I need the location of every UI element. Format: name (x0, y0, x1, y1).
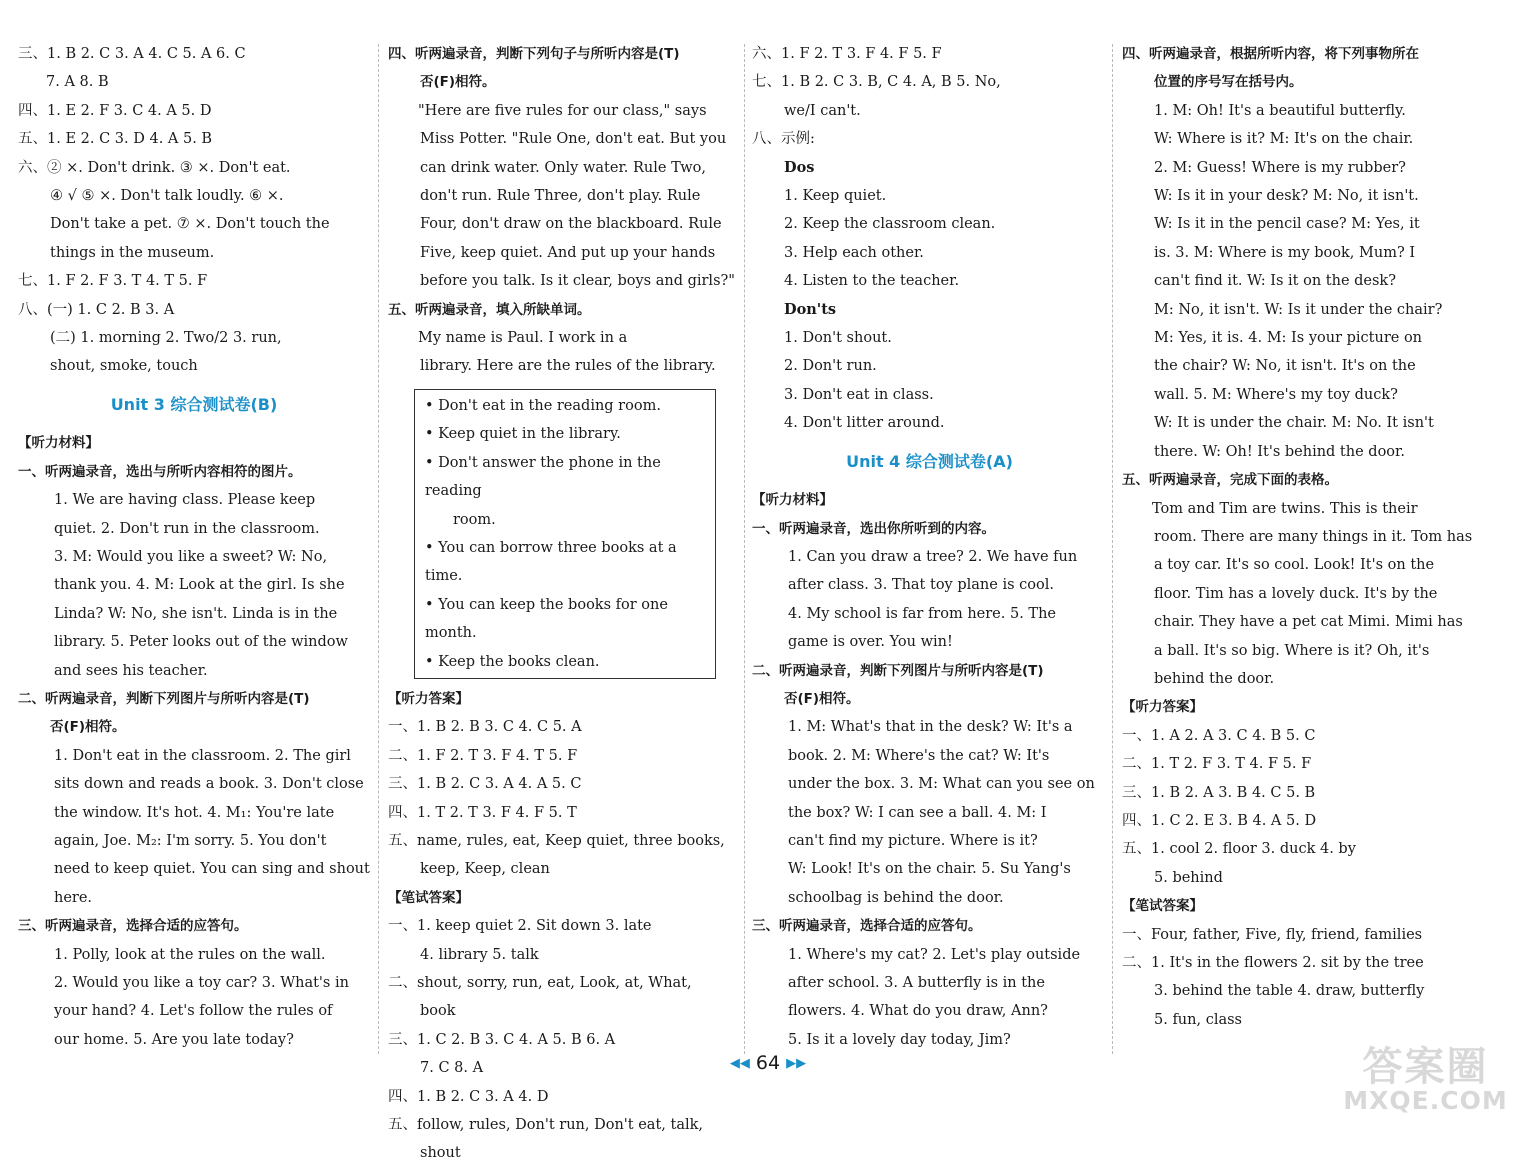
text-line: 2. Would you like a toy car? 3. What's in (54, 975, 349, 991)
text-line: 四、1. B 2. C 3. A 4. D (388, 1088, 549, 1105)
text-line: 5. fun, class (1154, 1011, 1242, 1028)
text-line: 5. behind (1154, 869, 1223, 886)
text-line: your hand? 4. Let's follow the rules of (54, 1003, 333, 1020)
section-heading: 四、听两遍录音，根据所听内容，将下列事物所在 (1122, 46, 1419, 62)
text-line: 1. M: Oh! It's a beautiful butterfly. (1154, 102, 1406, 119)
section-heading: 五、听两遍录音，填入所缺单词。 (388, 301, 591, 318)
text-line: Linda? W: No, she isn't. Linda is in the (54, 605, 338, 622)
section-heading: 否(F)相符。 (50, 719, 126, 736)
unit-title: Unit 3 综合测试卷(B) (110, 394, 278, 414)
text-line: 1. We are having class. Please keep (54, 492, 316, 509)
column-3 (752, 40, 1107, 1054)
text-line: our home. 5. Are you late today? (54, 1031, 294, 1048)
text-line: schoolbag is behind the door. (788, 889, 1004, 906)
text-line: Don't take a pet. ⑦ ×. Don't touch the (50, 216, 330, 233)
text-line: 4. My school is far from here. 5. The (788, 605, 1057, 622)
text-line: M: Yes, it is. 4. M: Is your picture on (1154, 330, 1423, 347)
text-line: W: Is it in your desk? M: No, it isn't. (1154, 188, 1419, 205)
text-line: 四、1. C 2. E 3. B 4. A 5. D (1122, 812, 1317, 829)
text-line: again, Joe. M₂: I'm sorry. 5. You don't (54, 832, 327, 849)
watermark-url: MXQE.COM (1343, 1086, 1508, 1115)
text-line: game is over. You win! (788, 634, 953, 651)
text-line: 3. behind the table 4. draw, butterfly (1154, 983, 1425, 1000)
text-line: flowers. 4. What do you draw, Ann? (788, 1003, 1048, 1020)
text-line: "Here are five rules for our class," says (418, 102, 707, 119)
section-heading: 否(F)相符。 (420, 74, 496, 91)
text-line: 八、(一) 1. C 2. B 3. A (18, 301, 175, 318)
text-line: a toy car. It's so cool. Look! It's on the (1154, 557, 1435, 574)
section-heading: 【听力答案】 (388, 690, 469, 707)
section-heading: 五、听两遍录音，完成下面的表格。 (1122, 472, 1338, 489)
text-line: W: Look! It's on the chair. 5. Su Yang's (788, 861, 1071, 878)
text-line: the chair? W: No, it isn't. It's on the (1154, 358, 1416, 375)
text-line: floor. Tim has a lovely duck. It's by the (1154, 585, 1438, 602)
text-line: 四、1. E 2. F 3. C 4. A 5. D (18, 102, 212, 119)
text-line: the window. It's hot. 4. M₁: You're late (54, 804, 335, 821)
text-line: 七、1. B 2. C 3. B, C 4. A, B 5. No, (752, 74, 1001, 91)
column-divider (744, 44, 745, 1054)
text-line: things in the museum. (50, 244, 215, 261)
text-line: 5. Is it a lovely day today, Jim? (788, 1031, 1011, 1048)
text-line: before you talk. Is it clear, boys and girls?" (420, 273, 735, 290)
rule-line: • Keep quiet in the library. (425, 426, 621, 443)
text-line: 4. library 5. talk (420, 946, 539, 963)
text-line: 2. Don't run. (784, 358, 877, 375)
page-footer (0, 1052, 1536, 1074)
text-line: 2. M: Guess! Where is my rubber? (1154, 159, 1406, 176)
column-1 (18, 40, 370, 1054)
text-line: and sees his teacher. (54, 662, 208, 679)
column-divider (378, 44, 379, 1054)
text-line: 二、1. F 2. T 3. F 4. T 5. F (388, 747, 578, 764)
text-line: 4. Don't litter around. (784, 415, 945, 432)
text-line: 三、1. B 2. C 3. A 4. C 5. A 6. C (18, 46, 246, 62)
text-line: keep, Keep, clean (420, 861, 550, 878)
text-line: 二、shout, sorry, run, eat, Look, at, What, (388, 975, 692, 991)
text-line: wall. 5. M: Where's my toy duck? (1154, 386, 1398, 403)
text-line: Don'ts (784, 300, 837, 318)
text-line: book (420, 1003, 456, 1020)
text-line: don't run. Rule Three, don't play. Rule (420, 188, 701, 205)
text-line: 一、1. A 2. A 3. C 4. B 5. C (1122, 727, 1316, 744)
text-line: 3. Help each other. (784, 244, 924, 261)
text-line: 一、Four, father, Five, fly, friend, families (1122, 926, 1423, 943)
section-heading: 【听力答案】 (1122, 699, 1203, 716)
text-line: 五、name, rules, eat, Keep quiet, three books, (388, 832, 725, 849)
next-arrows-icon: ▶▶ (786, 1056, 807, 1071)
watermark (1323, 1035, 1528, 1115)
text-line: 三、1. C 2. B 3. C 4. A 5. B 6. A (388, 1031, 616, 1048)
text-line: shout, smoke, touch (50, 358, 198, 375)
text-line: Miss Potter. "Rule One, don't eat. But you (420, 131, 727, 148)
text-line: 1. M: What's that in the desk? W: It's a (788, 719, 1073, 736)
section-heading: 【听力材料】 (18, 435, 99, 452)
rule-line: • You can keep the books for one month. (425, 596, 668, 642)
section-heading: 【笔试答案】 (1122, 898, 1203, 915)
text-line: shout (420, 1145, 461, 1162)
text-line: 六、② ×. Don't drink. ③ ×. Don't eat. (18, 159, 291, 176)
text-line: 八、示例: (752, 131, 815, 148)
text-line: 2. Keep the classroom clean. (784, 216, 996, 233)
section-heading: 一、听两遍录音，选出你所听到的内容。 (752, 520, 995, 537)
text-line: here. (54, 889, 93, 906)
text-line: after school. 3. A butterfly is in the (788, 975, 1045, 991)
column-2 (388, 40, 736, 1168)
page-number: 64 (755, 1052, 781, 1074)
text-line: (二) 1. morning 2. Two/2 3. run, (50, 330, 282, 347)
section-heading: 【听力材料】 (752, 492, 833, 509)
text-line: W: It is under the chair. M: No. It isn't (1154, 415, 1434, 432)
text-line: we/I can't. (784, 102, 861, 119)
text-line: 1. Can you draw a tree? 2. We have fun (788, 548, 1078, 565)
text-line: a ball. It's so big. Where is it? Oh, it's (1154, 642, 1430, 659)
text-line: 二、1. It's in the flowers 2. sit by the tree (1122, 955, 1424, 971)
text-line: 4. Listen to the teacher. (784, 273, 960, 290)
text-line: 六、1. F 2. T 3. F 4. F 5. F (752, 46, 942, 62)
text-line: 3. Don't eat in class. (784, 386, 934, 403)
text-line: the box? W: I can see a ball. 4. M: I (788, 804, 1047, 821)
text-line: room. There are many things in it. Tom has (1154, 528, 1472, 545)
section-heading: 一、听两遍录音，选出与所听内容相符的图片。 (18, 463, 302, 480)
text-line: can't find my picture. Where is it? (788, 832, 1038, 849)
text-line: Dos (784, 158, 815, 176)
text-line: 7. A 8. B (46, 74, 109, 91)
section-heading: 【笔试答案】 (388, 889, 469, 906)
text-line: 3. M: Would you like a sweet? W: No, (54, 548, 328, 565)
text-line: M: No, it isn't. W: Is it under the chair? (1154, 301, 1443, 318)
text-line: Five, keep quiet. And put up your hands (420, 244, 716, 261)
text-line: My name is Paul. I work in a (418, 330, 628, 347)
section-heading: 四、听两遍录音，判断下列句子与所听内容是(T) (388, 46, 680, 62)
text-line: 1. Polly, look at the rules on the wall. (54, 946, 326, 963)
section-heading: 否(F)相符。 (784, 690, 860, 707)
prev-arrows-icon: ◀◀ (729, 1056, 750, 1071)
text-line: 三、1. B 2. C 3. A 4. A 5. C (388, 776, 582, 793)
rule-line: • You can borrow three books at a time. (425, 539, 677, 585)
text-line: ④ √ ⑤ ×. Don't talk loudly. ⑥ ×. (50, 188, 284, 205)
text-line: there. W: Oh! It's behind the door. (1154, 443, 1405, 460)
text-line: 七、1. F 2. F 3. T 4. T 5. F (18, 273, 208, 290)
column-4 (1122, 40, 1472, 1034)
text-line: 五、1. cool 2. floor 3. duck 4. by (1122, 841, 1356, 858)
text-line: under the box. 3. M: What can you see on (788, 776, 1095, 793)
text-line: is. 3. M: Where is my book, Mum? I (1154, 244, 1416, 261)
text-line: 一、1. keep quiet 2. Sit down 3. late (388, 918, 652, 935)
text-line: library. 5. Peter looks out of the window (54, 634, 348, 651)
text-line: book. 2. M: Where's the cat? W: It's (788, 747, 1050, 764)
section-heading: 二、听两遍录音，判断下列图片与所听内容是(T) (18, 690, 310, 707)
text-line: chair. They have a pet cat Mimi. Mimi has (1154, 614, 1463, 631)
text-line: 7. C 8. A (420, 1060, 484, 1077)
text-line: 1. Keep quiet. (784, 188, 887, 205)
text-line: Four, don't draw on the blackboard. Rule (420, 216, 722, 233)
text-line: 1. Don't shout. (784, 330, 892, 347)
text-line: 三、1. B 2. A 3. B 4. C 5. B (1122, 784, 1316, 801)
text-line: quiet. 2. Don't run in the classroom. (54, 520, 320, 537)
column-divider (1112, 44, 1113, 1054)
unit-title: Unit 4 综合测试卷(A) (846, 451, 1013, 471)
text-line: thank you. 4. M: Look at the girl. Is she (54, 577, 345, 594)
text-line: 五、1. E 2. C 3. D 4. A 5. B (18, 131, 213, 148)
rule-line: • Don't eat in the reading room. (425, 397, 661, 414)
text-line: can't find it. W: Is it on the desk? (1154, 273, 1396, 290)
section-heading: 二、听两遍录音，判断下列图片与所听内容是(T) (752, 662, 1044, 679)
section-heading: 三、听两遍录音，选择合适的应答句。 (752, 918, 982, 935)
text-line: 二、1. T 2. F 3. T 4. F 5. F (1122, 756, 1312, 773)
section-heading: 三、听两遍录音，选择合适的应答句。 (18, 918, 248, 935)
rule-line: room. (453, 511, 496, 528)
text-line: after class. 3. That toy plane is cool. (788, 577, 1054, 594)
rule-line: • Don't answer the phone in the reading (425, 454, 661, 500)
text-line: Tom and Tim are twins. This is their (1152, 500, 1418, 517)
rule-line: • Keep the books clean. (425, 653, 600, 670)
text-line: 1. Where's my cat? 2. Let's play outside (788, 946, 1081, 963)
text-line: 1. Don't eat in the classroom. 2. The girl (54, 747, 351, 764)
text-line: sits down and reads a book. 3. Don't close (54, 776, 364, 793)
text-line: 五、follow, rules, Don't run, Don't eat, talk, (388, 1117, 703, 1134)
text-line: W: Where is it? M: It's on the chair. (1154, 131, 1414, 148)
text-line: behind the door. (1154, 670, 1275, 687)
text-line: 一、1. B 2. B 3. C 4. C 5. A (388, 719, 582, 736)
text-line: W: Is it in the pencil case? M: Yes, it (1154, 216, 1420, 233)
rules-box (414, 389, 716, 679)
watermark-chinese: 答案圈 (1362, 1044, 1489, 1090)
text-line: need to keep quiet. You can sing and shout (54, 861, 370, 878)
text-line: library. Here are the rules of the library. (420, 358, 716, 375)
text-line: can drink water. Only water. Rule Two, (420, 159, 706, 176)
section-heading: 位置的序号写在括号内。 (1154, 74, 1303, 91)
text-line: 四、1. T 2. T 3. F 4. F 5. T (388, 804, 577, 821)
